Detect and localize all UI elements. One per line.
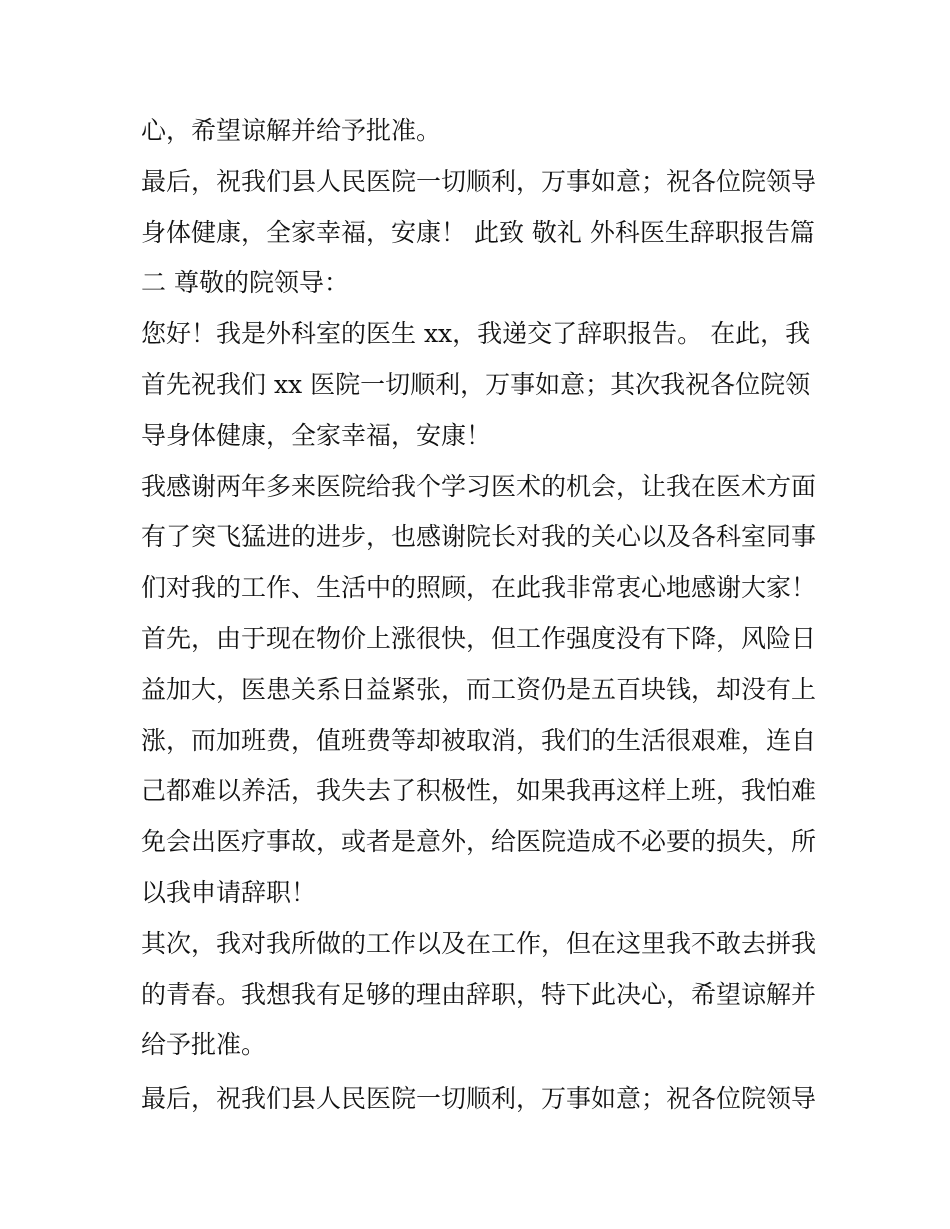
text-line: 我感谢两年多来医院给我个学习医术的机会，让我在医术方面 [141, 471, 817, 501]
text-line: 最后，祝我们县人民医院一切顺利，万事如意；祝各位院领导 [141, 1084, 817, 1114]
text-line: 有了突飞猛进的进步，也感谢院长对我的关心以及各科室同事 [141, 522, 817, 552]
document-body [141, 106, 821, 1125]
text-line: 以我申请辞职！ [141, 877, 317, 907]
text-line: 首先祝我们 xx 医院一切顺利，万事如意；其次我祝各位院领 [141, 369, 811, 399]
text-line: 益加大，医患关系日益紧张，而工资仍是五百块钱，却没有上 [141, 674, 817, 704]
text-line: 二 尊敬的院领导： [141, 268, 349, 298]
text-line: 身体健康，全家幸福，安康！ 此致 敬礼 外科医生辞职报告篇 [141, 217, 815, 247]
text-line: 心，希望谅解并给予批准。 [141, 116, 442, 145]
text-line: 最后，祝我们县人民医院一切顺利，万事如意；祝各位院领导 [141, 166, 817, 196]
text-line: 首先，由于现在物价上涨很快，但工作强度没有下降，风险日 [141, 623, 817, 653]
text-line: 涨，而加班费，值班费等却被取消，我们的生活很艰难，连自 [141, 725, 817, 755]
text-line: 导身体健康，全家幸福，安康！ [141, 420, 492, 450]
text-line: 们对我的工作、生活中的照顾，在此我非常衷心地感谢大家！ [141, 573, 817, 603]
text-line: 其次，我对我所做的工作以及在工作，但在这里我不敢去拼我 [141, 928, 817, 958]
text-line: 给予批准。 [141, 1030, 267, 1060]
text-line: 免会出医疗事故，或者是意外，给医院造成不必要的损失，所 [141, 827, 817, 857]
text-line: 您好！我是外科室的医生 xx，我递交了辞职报告。 在此，我 [141, 319, 811, 349]
text-line: 的青春。我想我有足够的理由辞职，特下此决心，希望谅解并 [141, 979, 817, 1009]
text-line: 己都难以养活，我失去了积极性，如果我再这样上班，我怕难 [141, 776, 817, 806]
